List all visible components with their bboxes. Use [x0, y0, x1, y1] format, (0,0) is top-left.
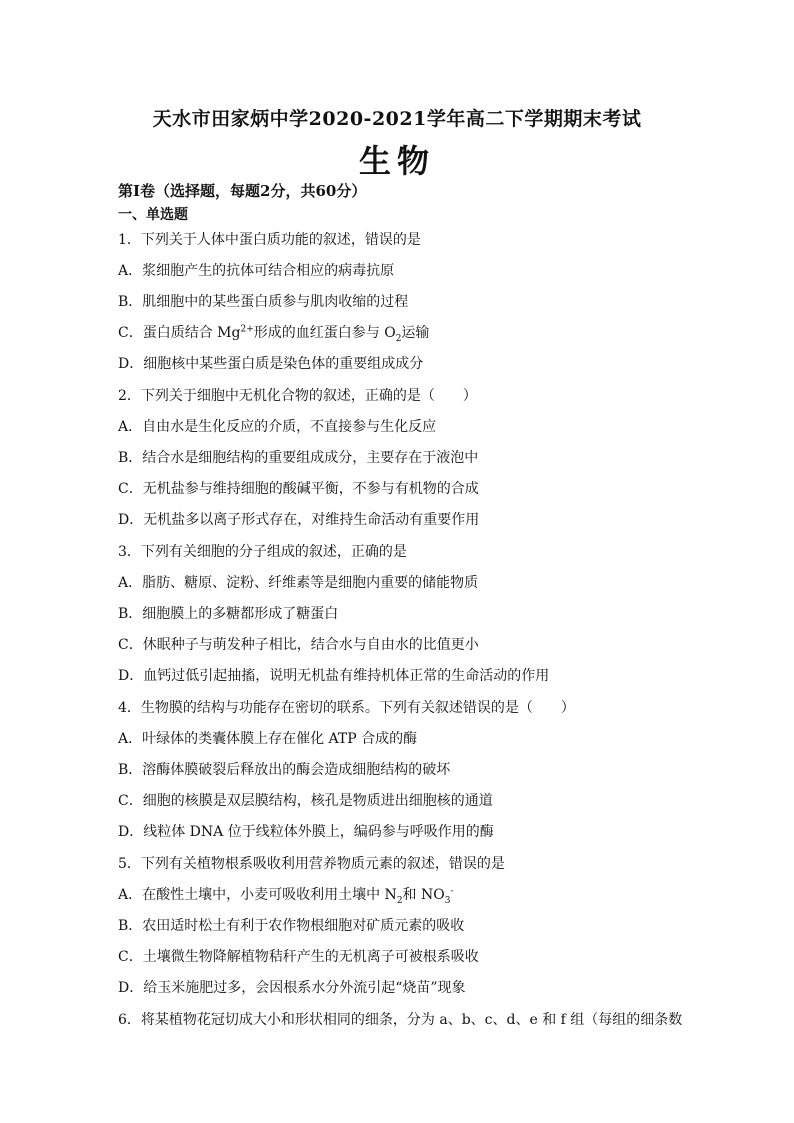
question-3-option-a: A．脂肪、糖原、淀粉、纤维素等是细胞内重要的储能物质	[118, 575, 479, 591]
question-1-option-b: B．肌细胞中的某些蛋白质参与肌肉收缩的过程	[118, 294, 409, 310]
question-1-option-c	[118, 322, 429, 342]
question-4-option-c: C．细胞的核膜是双层膜结构，核孔是物质进出细胞核的通道	[118, 793, 493, 809]
option-text: C．蛋白质结合 Mg	[118, 325, 241, 341]
question-1-option-a: A．浆细胞产生的抗体可结合相应的病毒抗原	[118, 263, 395, 279]
question-4-stem: 4．生物膜的结构与功能存在密切的联系。下列有关叙述错误的是（ ）	[118, 700, 575, 716]
question-3-stem: 3．下列有关细胞的分子组成的叙述，正确的是	[118, 544, 407, 560]
question-2-option-a: A．自由水是生化反应的介质，不直接参与生化反应	[118, 419, 437, 435]
question-5-stem: 5．下列有关植物根系吸收利用营养物质元素的叙述，错误的是	[118, 856, 505, 872]
question-2-option-d: D．无机盐多以离子形式存在，对维持生命活动有重要作用	[118, 512, 480, 528]
question-2-option-c: C．无机盐参与维持细胞的酸碱平衡，不参与有机物的合成	[118, 481, 479, 497]
superscript: -	[450, 886, 454, 897]
option-text: A．在酸性土壤中，小麦可吸收利用土壤中 N	[118, 887, 397, 903]
question-4-option-b: B．溶酶体膜破裂后释放出的酶会造成细胞结构的破坏	[118, 762, 451, 778]
question-2-option-b: B．结合水是细胞结构的重要组成成分，主要存在于液泡中	[118, 450, 479, 466]
question-3-option-b: B．细胞膜上的多糖都形成了糖蛋白	[118, 606, 339, 622]
question-1-option-d: D．细胞核中某些蛋白质是染色体的重要组成成分	[118, 356, 424, 372]
subscript: 3	[444, 895, 451, 906]
question-5-option-c: C．土壤微生物降解植物秸秆产生的无机离子可被根系吸收	[118, 949, 479, 965]
subscript: 2	[396, 895, 403, 906]
question-3-option-c: C．休眠种子与萌发种子相比，结合水与自由水的比值更小	[118, 637, 479, 653]
question-group-heading: 一、单选题	[118, 207, 188, 223]
section-heading: 第Ⅰ卷（选择题，每题2分，共60分）	[118, 182, 367, 200]
question-5-option-a	[118, 884, 454, 904]
question-2-stem: 2．下列关于细胞中无机化合物的叙述，正确的是（ ）	[118, 388, 477, 404]
question-5-option-b: B．农田适时松土有利于农作物根细胞对矿质元素的吸收	[118, 918, 465, 934]
subscript: 2	[395, 333, 402, 344]
question-4-option-a: A．叶绿体的类囊体膜上存在催化 ATP 合成的酶	[118, 731, 418, 747]
question-1-stem: 1．下列关于人体中蛋白质功能的叙述，错误的是	[118, 232, 421, 248]
option-text: 形成的血红蛋白参与 O	[253, 325, 396, 341]
option-text: 运输	[401, 325, 430, 341]
question-6-stem: 6．将某植物花冠切成大小和形状相同的细条，分为 a、b、c、d、e 和 f 组（每组的细条数	[118, 1012, 683, 1028]
question-4-option-d: D．线粒体 DNA 位于线粒体外膜上，编码参与呼吸作用的酶	[118, 824, 494, 840]
question-5-option-d: D．给玉米施肥过多，会因根系水分外流引起“烧苗”现象	[118, 980, 466, 996]
superscript: 2+	[240, 324, 254, 335]
question-3-option-d: D．血钙过低引起抽搐，说明无机盐有维持机体正常的生命活动的作用	[118, 668, 550, 684]
exam-title: 天水市田家炳中学2020-2021学年高二下学期期末考试	[152, 108, 642, 130]
option-text: 和 NO	[402, 887, 445, 903]
subject-title: 生物	[358, 142, 435, 180]
